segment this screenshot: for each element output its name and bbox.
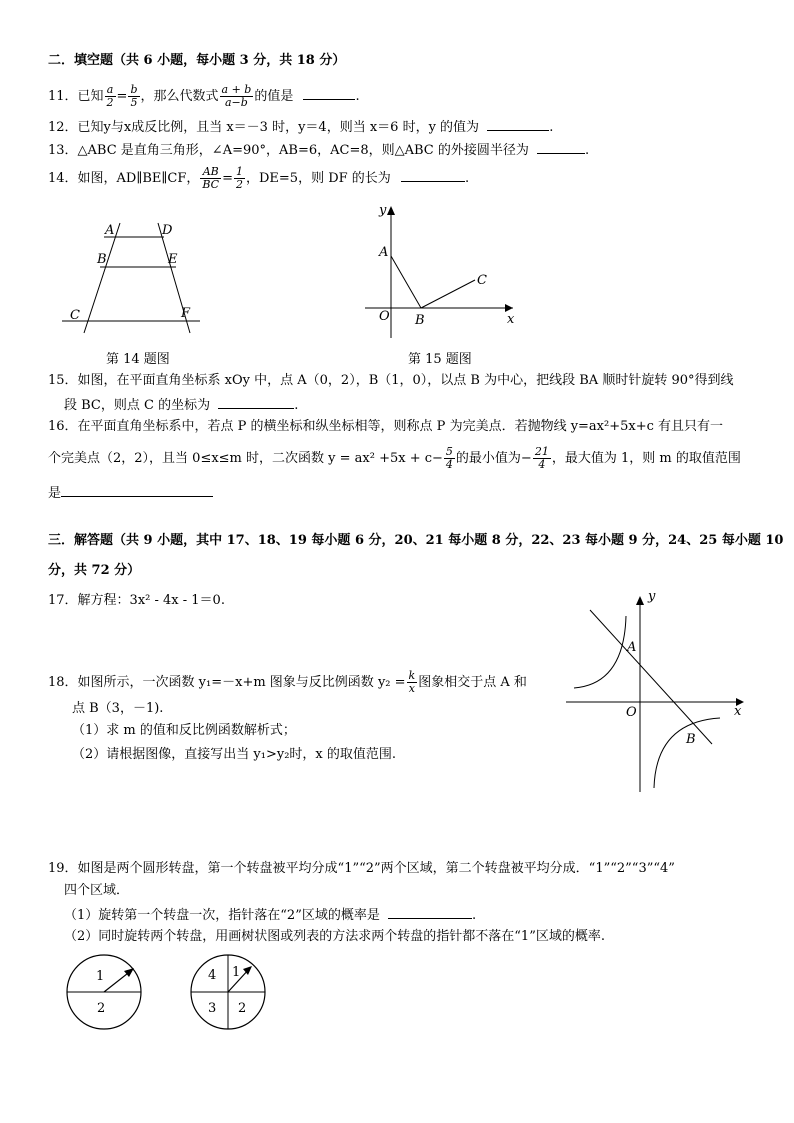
question-17: 17．解方程：3x² - 4x - 1＝0.	[48, 593, 225, 608]
question-16-line3: 是	[48, 482, 213, 503]
section-3-heading-line1: 三．解答题（共 9 小题，其中 17、18、19 每小题 6 分，20、21 每小题 8 分，22、23 每小题 9 分，24、25 每小题 10	[48, 533, 784, 548]
question-13: 13．△ABC 是直角三角形，∠A=90°，AB=6，AC=8，则△ABC 的外接圆半径为 .	[48, 139, 589, 160]
fraction-5-4: $\frac{5}{4}$	[445, 445, 453, 471]
spinner-2-label-3: 3	[208, 1001, 217, 1016]
fraction-a-2: $\frac{a}{2}$	[106, 83, 114, 109]
figure-15-caption: 第 15 题图	[408, 352, 472, 367]
spinner-1	[62, 950, 146, 1034]
figure-14-parallel-lines	[60, 215, 210, 335]
figure-15-coordinate-plane	[345, 198, 525, 343]
spinner-1-label-1: 1	[96, 969, 105, 984]
answer-blank-13[interactable]	[537, 139, 585, 154]
answer-blank-11[interactable]	[303, 85, 355, 100]
question-11: 11．已知 $\frac{a}{2}$ = $\frac{b}{5}$ ，那么代数式 $\frac{a + b}{a-b}$ 的值是 .	[48, 83, 360, 109]
fig18-label-y: y	[648, 589, 656, 604]
answer-blank-16[interactable]	[61, 482, 213, 497]
fig18-label-b: B	[686, 732, 696, 747]
question-19-line2: 四个区域．	[64, 883, 130, 898]
answer-blank-12[interactable]	[487, 116, 549, 131]
fig14-label-b: B	[97, 252, 107, 267]
fig14-label-e: E	[168, 252, 178, 267]
fig14-label-f: F	[181, 306, 191, 321]
question-18-item1: （1）求 m 的值和反比例函数解析式；	[72, 723, 296, 738]
question-16-line1: 16．在平面直角坐标系中，若点 P 的横坐标和纵坐标相等，则称点 P 为完美点．若抛物线 y=ax²+5x+c 有且只有一	[48, 419, 724, 434]
fig14-label-c: C	[70, 308, 80, 323]
question-12: 12．已知y与x成反比例，且当 x＝－3 时，y＝4，则当 x＝6 时，y 的值为 .	[48, 116, 553, 137]
spinner-2-label-2: 2	[238, 1001, 247, 1016]
fig14-label-a: A	[105, 223, 115, 238]
answer-blank-15[interactable]	[218, 394, 294, 409]
question-18-line1: 18．如图所示，一次函数 y₁=－x+m 图象与反比例函数 y₂ = $\frac{k}{x}$ 图象相交于点 A 和	[48, 669, 527, 695]
fig18-label-x: x	[734, 704, 742, 719]
fraction-expression: $\frac{a + b}{a-b}$	[221, 83, 252, 109]
fraction-ab-bc: $\frac{AB}{BC}$	[202, 165, 220, 191]
fraction-b-5: $\frac{b}{5}$	[130, 83, 138, 109]
fig15-label-b: B	[415, 313, 425, 328]
spinner-2-label-1: 1	[232, 965, 241, 980]
question-18-item2: （2）请根据图像，直接写出当 y₁>y₂时，x 的取值范围.	[72, 747, 397, 762]
fraction-1-2: $\frac{1}{2}$	[236, 165, 243, 191]
question-19-item2: （2）同时旋转两个转盘，用画树状图或列表的方法求两个转盘的指针都不落在“1”区域的概率.	[64, 929, 605, 944]
question-16-line2: 个完美点（2，2），且当 0≤x≤m 时，二次函数 y = ax² +5x + c− $\frac{5}{4}$ 的最小值为− $\frac{21}{4}$ ，最大值为 1，则 m 的取值范围	[48, 445, 741, 471]
question-14: 14．如图，AD∥BE∥CF， $\frac{AB}{BC}$ = $\frac{1}{2}$ ，DE=5，则 DF 的长为 .	[48, 165, 470, 191]
section-3-heading-line2: 分，共 72 分）	[48, 563, 141, 578]
question-18-line2: 点 B（3，－1).	[72, 701, 164, 716]
fig15-label-c: C	[477, 273, 487, 288]
question-15-line1: 15．如图，在平面直角坐标系 xOy 中，点 A（0，2），B（1，0），以点 B 为中心，把线段 BA 顺时针旋转 90°得到线	[48, 373, 734, 388]
fig15-label-y: y	[379, 203, 387, 218]
fraction-k-x: $\frac{k}{x}$	[408, 669, 416, 695]
q11-text: 11．已知	[48, 89, 104, 104]
spinner-1-label-2: 2	[97, 1001, 106, 1016]
answer-blank-14[interactable]	[401, 167, 465, 182]
spinner-2	[186, 950, 270, 1034]
question-19-line1: 19．如图是两个圆形转盘，第一个转盘被平均分成“1”“2”两个区域，第二个转盘被平均分成．“1”“2”“3”“4”	[48, 861, 675, 876]
fig15-label-o: O	[379, 309, 390, 324]
fig18-label-a: A	[627, 640, 637, 655]
fraction-21-4: $\frac{21}{4}$	[534, 445, 549, 471]
spinner-2-label-4: 4	[208, 968, 217, 983]
section-2-heading: 二．填空题（共 6 小题，每小题 3 分，共 18 分）	[48, 53, 346, 68]
fig18-label-o: O	[626, 705, 637, 720]
fig15-label-x: x	[507, 312, 515, 327]
fig14-label-d: D	[162, 223, 173, 238]
figure-14-caption: 第 14 题图	[106, 352, 170, 367]
question-15-line2: 段 BC，则点 C 的坐标为 .	[64, 394, 298, 415]
question-19-item1: （1）旋转第一个转盘一次，指针落在“2”区域的概率是 .	[64, 904, 476, 925]
figure-18-function-graph	[560, 588, 750, 798]
fig15-label-a: A	[379, 245, 389, 260]
answer-blank-19[interactable]	[388, 904, 472, 919]
